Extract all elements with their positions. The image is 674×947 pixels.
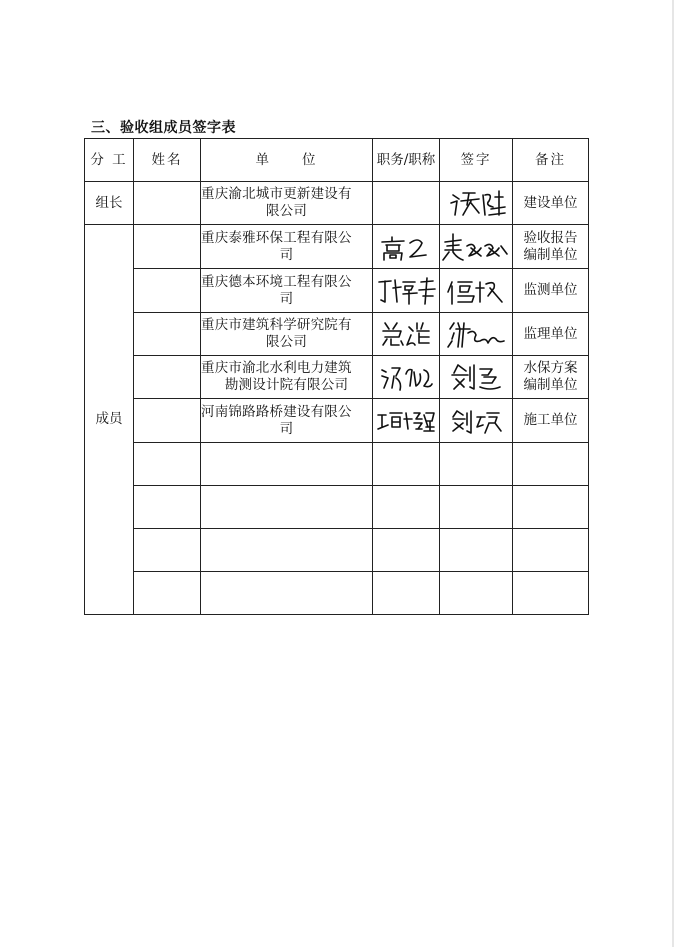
handwritten-position [378, 362, 434, 392]
handwritten-position [378, 233, 434, 261]
handwritten-position [375, 276, 437, 306]
member-remark [513, 356, 589, 399]
empty-cell [134, 486, 201, 529]
member-unit-line2: 司 [279, 290, 294, 307]
empty-cell [201, 529, 373, 572]
empty-row [85, 486, 589, 529]
member-remark-line2: 编制单位 [523, 377, 578, 393]
member-remark [513, 313, 589, 356]
member-remark-line1: 监测单位 [523, 282, 578, 298]
empty-cell [513, 486, 589, 529]
empty-cell [201, 486, 373, 529]
signature-table [84, 138, 589, 615]
handwritten-position [376, 407, 436, 435]
empty-row [85, 572, 589, 615]
empty-row [85, 443, 589, 486]
empty-cell [440, 529, 513, 572]
leader-unit-line1: 重庆渝北城市更新建设有 [201, 186, 352, 202]
member-name-cell [134, 225, 201, 269]
member-unit [201, 399, 373, 443]
handwritten-signature [441, 232, 511, 262]
member-unit-line1: 重庆德本环境工程有限公 [201, 273, 352, 290]
member-unit-line2: 限公司 [265, 334, 308, 350]
leader-name-cell [134, 182, 201, 225]
member-unit [201, 356, 373, 399]
member-unit-line1: 重庆市建筑科学研究院有 [201, 317, 352, 333]
member-name-cell [134, 313, 201, 356]
empty-row [85, 529, 589, 572]
leader-position-cell [373, 182, 440, 225]
leader-role: 组长 [85, 182, 134, 225]
member-remark-line1: 监理单位 [523, 325, 578, 342]
member-signature [440, 269, 513, 313]
leader-signature [440, 182, 513, 225]
section-title: 三、验收组成员签字表 [91, 120, 236, 136]
member-unit-line1: 河南锦路路桥建设有限公 [201, 403, 352, 420]
members-role: 成员 [85, 225, 134, 615]
member-signature [440, 399, 513, 443]
member-unit [201, 269, 373, 313]
empty-cell [440, 572, 513, 615]
member-unit-line2: 司 [279, 246, 294, 263]
empty-cell [513, 572, 589, 615]
empty-cell [134, 529, 201, 572]
member-remark [513, 399, 589, 443]
member-unit [201, 225, 373, 269]
member-unit-line2: 司 [279, 420, 294, 437]
handwritten-signature [449, 407, 503, 435]
header-unit: 单 位 [201, 139, 373, 182]
empty-cell [373, 486, 440, 529]
member-position [373, 313, 440, 356]
member-name-cell [134, 356, 201, 399]
handwritten-signature [445, 187, 507, 219]
handwritten-position [379, 319, 433, 349]
empty-cell [513, 529, 589, 572]
handwritten-signature [446, 276, 506, 306]
handwritten-signature [448, 361, 504, 393]
empty-cell [513, 443, 589, 486]
member-remark [513, 225, 589, 269]
member-signature [440, 356, 513, 399]
empty-cell [134, 443, 201, 486]
member-row [85, 356, 589, 399]
empty-cell [373, 529, 440, 572]
member-position [373, 399, 440, 443]
member-row [85, 313, 589, 356]
member-remark-line1: 施工单位 [523, 412, 578, 428]
leader-row [85, 182, 589, 225]
member-position [373, 356, 440, 399]
empty-cell [373, 572, 440, 615]
member-remark-line2: 编制单位 [523, 246, 578, 263]
header-row [85, 139, 589, 182]
empty-cell [440, 486, 513, 529]
member-remark-line1: 水保方案 [523, 360, 578, 376]
leader-remark: 建设单位 [513, 182, 589, 225]
member-remark [513, 269, 589, 313]
member-name-cell [134, 399, 201, 443]
header-position: 职务/职称 [373, 139, 440, 182]
handwritten-signature [446, 319, 506, 349]
empty-cell [201, 443, 373, 486]
header-name: 姓名 [134, 139, 201, 182]
member-unit-line1: 重庆泰雅环保工程有限公 [201, 229, 352, 246]
member-unit-line2: 勘测设计院有限公司 [224, 377, 349, 393]
member-unit [201, 313, 373, 356]
leader-unit-line2: 限公司 [265, 203, 308, 219]
member-unit-line1: 重庆市渝北水利电力建筑 [201, 360, 352, 376]
member-position [373, 225, 440, 269]
member-signature [440, 225, 513, 269]
member-remark-line1: 验收报告 [523, 229, 578, 246]
header-remark: 备注 [513, 139, 589, 182]
empty-cell [440, 443, 513, 486]
header-role: 分 工 [85, 139, 134, 182]
member-name-cell [134, 269, 201, 313]
member-row [85, 269, 589, 313]
member-position [373, 269, 440, 313]
empty-cell [373, 443, 440, 486]
header-signature: 签字 [440, 139, 513, 182]
member-row [85, 225, 589, 269]
empty-cell [134, 572, 201, 615]
leader-unit [201, 182, 373, 225]
member-signature [440, 313, 513, 356]
member-row [85, 399, 589, 443]
empty-cell [201, 572, 373, 615]
